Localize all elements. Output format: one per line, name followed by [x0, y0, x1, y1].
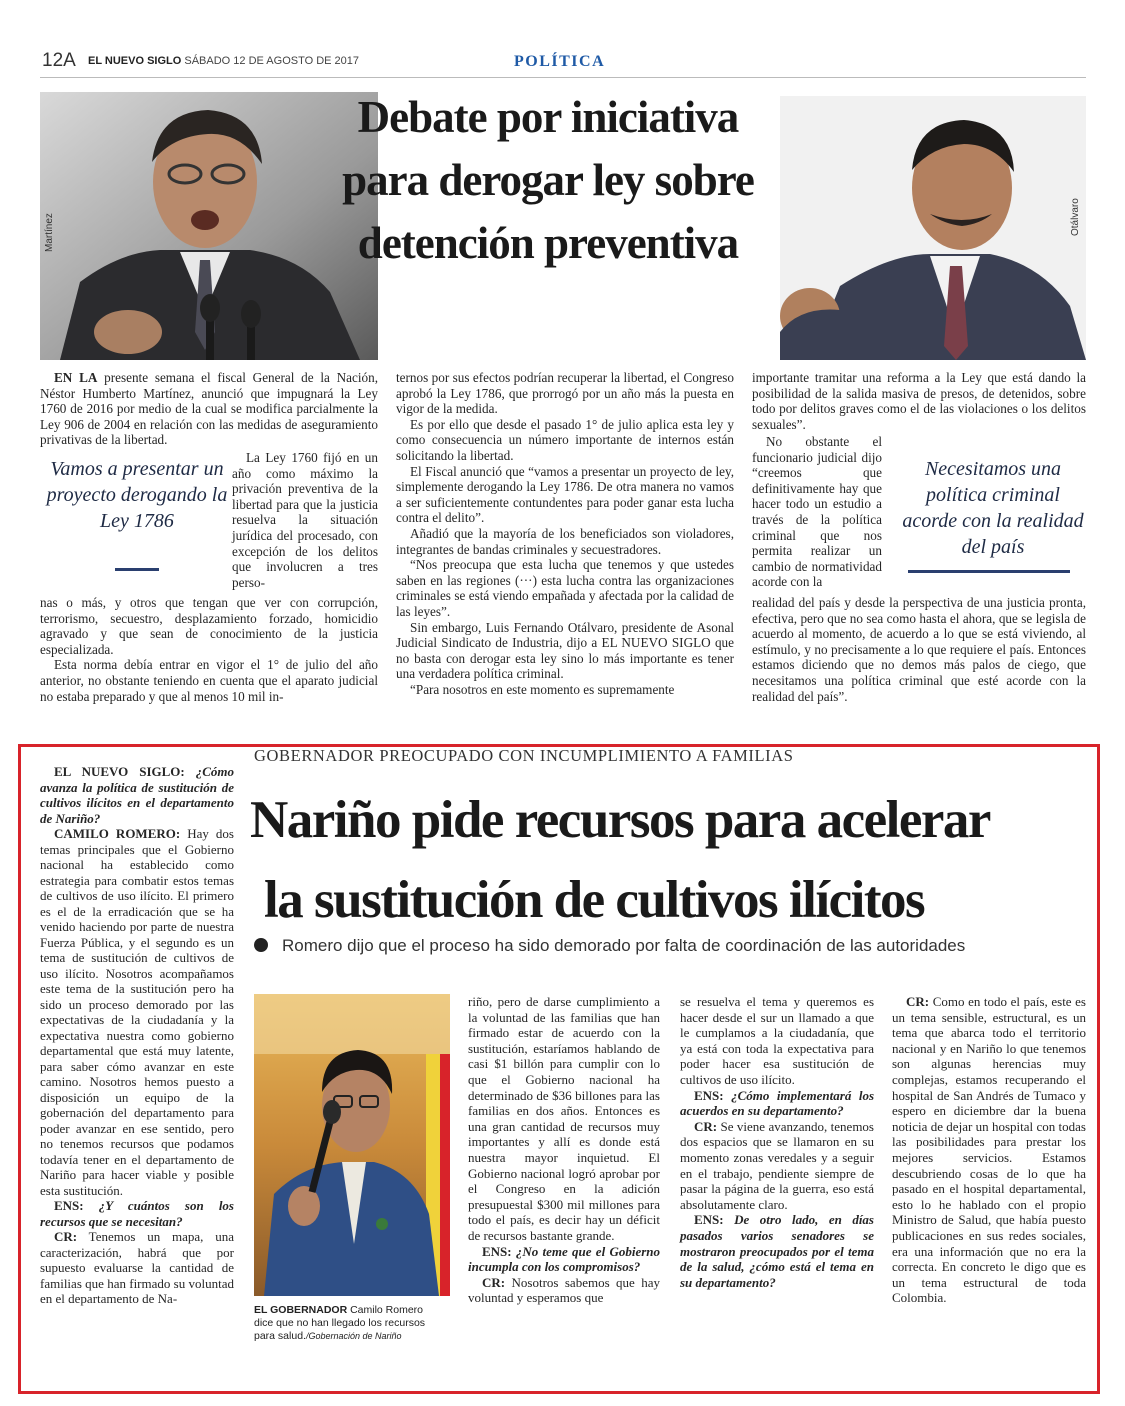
pullquote-left-rule — [115, 568, 159, 571]
qa-q2-tag: ENS: — [54, 1198, 84, 1213]
bullet-icon — [254, 938, 268, 952]
photo-label-martinez: Martínez — [44, 213, 55, 252]
qa-a1-tag: CAMILO ROMERO: — [54, 826, 181, 841]
top-col1-para1-text: presente semana el fiscal General de la Nación, Néstor Humberto Martínez, anunció que impugnará la Ley 1760 de 2016 por medio de la cual se modifica parcialmente la Ley 906 de 2004 en relación con las medidas de aseguramiento privativas de la libertad. — [40, 370, 378, 448]
qa-question-1 — [40, 764, 234, 826]
boxed-headline-line2: la sustitución de cultivos ilícitos — [264, 871, 925, 929]
col3-q2-tag: ENS: — [694, 1212, 724, 1228]
top-col2-para5: “Nos preocupa que esta lucha que tenemos y que ustedes saben en las regiones (···) esta lucha contra las organizaciones criminales se está viendo empañada y afectada por la calidad de las leyes”. — [396, 557, 734, 619]
top-col2-para1: ternos por sus efectos podrían recuperar la libertad, el Congreso aprobó la Ley 1786, que prorrogó por un año más la puesta en vigor de la medida. — [396, 370, 734, 417]
boxed-headline-line1: Nariño pide recursos para acelerar — [250, 791, 990, 849]
col4-answer — [892, 994, 1086, 1306]
col2-answer — [468, 1275, 660, 1306]
top-col3-para1: importante tramitar una reforma a la Ley que está dando la posibilidad de la salida masiva de presos, de detenidos, sobre todo por delitos graves como el de las violaciones o los delitos sexuales”. — [752, 370, 1086, 432]
qa-answer-1 — [40, 826, 234, 1198]
caption-lead: EL GOBERNADOR — [254, 1304, 348, 1316]
qa-a1-text: Hay dos temas principales que el Gobierno nacional ha establecido como estrategia para combatir estos temas de cultivos de uso ilícito. El primero es el de la erradicación que se ha venido haciendo por parte de nuestra Fuerza Pública, y el segundo es un tema de sustitución de cultivos de uso ilícito. Nosotros acompañamos este tema de la sustitución pero ha sido un proceso demorado por las expectativas de la ciudadanía y la expectativa nuestra como gobierno departamental que está muy latente, para saber cómo avanzar en este camino. Nosotros hemos puesto a disposición un equipo de la gobernación del departamento para poder avanzar en ese sentido, pero no tenemos recursos que podamos todavía tener en el departamento de Nariño para hacer viable y posible esta sustitución. — [40, 826, 234, 1198]
col2-a-tag: CR: — [482, 1274, 506, 1290]
top-col1-lead: EN LA — [54, 370, 98, 385]
boxed-story-kicker: GOBERNADOR PREOCUPADO CON INCUMPLIMIENTO A FAMILIAS — [254, 746, 794, 765]
top-column-3-lower — [752, 595, 1086, 704]
pullquote-right: Necesitamos una política criminal acorde con la realidad del país — [902, 458, 1084, 558]
photo-camilo-romero — [254, 994, 450, 1296]
top-col1-para3: Esta norma debía entrar en vigor el 1° de julio del año anterior, no obstante teniendo en cuenta que el aparato judicial no estaba preparado y que al menos 10 mil in- — [40, 657, 378, 704]
boxed-column-2 — [468, 994, 660, 1306]
col3-q2-text: De otro lado, en días pasados varios senadores se mostraron preocupados por el tema de la salud, ¿cómo está el tema en su departamento? — [680, 1212, 874, 1290]
boxed-column-3 — [680, 994, 874, 1290]
col2-a-text: Nosotros sabemos que hay voluntad y esperamos que — [468, 1274, 660, 1306]
col2-q-tag: ENS: — [482, 1243, 512, 1259]
pullquote-left: Vamos a presentar un proyecto derogando la Ley 1786 — [46, 458, 228, 532]
col3-answer-2 — [680, 1119, 874, 1213]
top-col1-para1 — [40, 370, 378, 448]
qa-answer-2 — [40, 1229, 234, 1307]
col2-answer-cont: riño, pero de darse cumplimiento a la voluntad de las familias que han firmado estar de acuerdo con la sustitución, estaríamos hablando de casi $1 billón para cumplir con lo que el Gobierno nacional ha determinado de $36 billones para las familias en dos años. Entonces es una gran cantidad de recursos muy importantes y allí es donde está nuestra mayor inquietud. El Gobierno nacional logró aprobar por el Congreso en la adición presupuestal $300 mil millones para todo el país, es decir hay un déficit de recursos bastante grande. — [468, 994, 660, 1243]
qa-q2-text: ¿Y cuántos son los recursos que se necesitan? — [40, 1198, 234, 1229]
top-col2-para2: Es por ello que desde el pasado 1° de julio aplica esta ley y como consecuencia un número importante de internos están solicitando la libertad. — [396, 416, 734, 463]
qa-a2-tag: CR: — [54, 1229, 78, 1244]
pullquote-right-rule — [908, 570, 1070, 573]
photo-otalvaro — [780, 96, 1086, 360]
col4-a-tag: CR: — [906, 994, 930, 1009]
top-col1-para2: nas o más, y otros que tengan que ver con corrupción, terrorismo, secuestro, desplazamiento forzado, homicidio agravado y que sean de conocimiento de la justicia especializada. — [40, 595, 378, 657]
caption-text: Camilo Romero dice que no han llegado los recursos para salud. — [254, 1304, 426, 1342]
paper-name — [88, 55, 359, 67]
col3-q1-tag: ENS: — [694, 1087, 724, 1103]
page-header — [40, 48, 1086, 78]
top-column-1-lower — [40, 595, 378, 704]
top-column-3 — [752, 370, 1086, 432]
top-col3-wrap-text: No obstante el funcionario judicial dijo “creemos que definitivamente hay que hacer todo un estudio a través de la política criminal que nos permita realizar un cambio de normatividad acorde con la — [752, 434, 882, 590]
col2-q-text: ¿No teme que el Gobierno incumpla con los compromisos? — [468, 1243, 660, 1275]
col4-a-text: Como en todo el país, este es un tema sensible, estructural, es un tema que abarca todo el territorio nacional y en Nariño lo que tenemos son algunas herencias muy complejas, estamos recuperando el hospital de San Andrés de Tumaco y espero en diciembre dar la buena noticia de dejar un hospital con todas las posibilidades para prestar los mejores servicios. Estamos descubriendo cosas de lo que ha pasado en el hospital departamental, esto lo he hablado con el propio Ministro de Salud, que había puesto publicaciones en sus redes sociales, era una información que no era la correcta. En concreto le digo que es un tema estructural de toda Colombia. — [892, 994, 1086, 1306]
col3-a2-tag: CR: — [694, 1118, 718, 1134]
col3-question-2 — [680, 1212, 874, 1290]
top-column-1 — [40, 370, 378, 448]
qa-q1-text: ¿Cómo avanza la política de sustitución de cultivos ilícitos en el departamento de Nariño? — [40, 764, 234, 826]
top-headline: Debate por iniciativa para derogar ley sobre detención preventiva — [342, 92, 754, 268]
photo-label-otalvaro: Otálvaro — [1070, 198, 1081, 236]
top-col1-wrap-text: La Ley 1760 fijó en un año como máximo la privación preventiva de la libertad para que la justicia resuelva la situación jurídica del procesado, con excepción de los delitos que involucren a tres perso- — [232, 450, 378, 590]
qa-question-2 — [40, 1198, 234, 1229]
col3-question-1 — [680, 1088, 874, 1119]
qa-q1-tag: EL NUEVO SIGLO: — [54, 764, 185, 779]
boxed-story-subheadline — [254, 936, 965, 956]
top-col2-para6: Sin embargo, Luis Fernando Otálvaro, presidente de Asonal Judicial Sindicato de Industria, dijo a EL NUEVO SIGLO que no basta con derogar esta ley sino lo más importante es tener una verdadera política criminal. — [396, 619, 734, 682]
boxed-story-headline — [250, 780, 1070, 940]
caption-credit: /Gobernación de Nariño — [305, 1331, 402, 1341]
qa-a2-text: Tenemos un mapa, una caracterización, habrá que por supuesto evaluarse la cantidad de familias que han firmado su voluntad en el departamento de Na- — [40, 1229, 234, 1306]
paper-title: EL NUEVO SIGLO — [88, 55, 182, 67]
col2-question — [468, 1244, 660, 1275]
section-title: POLÍTICA — [514, 53, 606, 70]
top-column-2 — [396, 370, 734, 697]
col3-a2-text: Se viene avanzando, tenemos dos espacios que se llamaron en su momento zonas veredales y a seguir en el trabajo, pendiente siempre de pasar la página de la guerra, eso está absolutamente claro. — [680, 1118, 874, 1212]
top-col3-para2: realidad del país y desde la perspectiva de una justicia pronta, efectiva, pero que no sea como hasta el ahora, que se legisla de acuerdo al momento, de acuerdo a lo que se está viviendo, al estímulo, y no precisamente a lo que requiere el país. Entonces estamos diciendo que no demos más palos de ciego, que necesitamos una política criminal que esté acorde con la realidad del país”. — [752, 595, 1086, 704]
top-col2-para3: El Fiscal anunció que “vamos a presentar un proyecto de ley, simplemente derogando la Ley 1786. De otra manera no vamos a ser suficientemente contundentes para poder ganar esta lucha contra el delito”. — [396, 463, 734, 526]
page-number: 12A — [42, 50, 76, 71]
col3-answer-cont: se resuelva el tema y queremos es hacer desde el sur un llamado a que le cumplamos a la ciudadanía, que ya está con toda la expectativa para poder hacer esa sustitución de cultivos de uso ilícito. — [680, 994, 874, 1087]
boxed-column-1 — [40, 764, 234, 1307]
col3-q1-text: ¿Cómo implementará los acuerdos en su departamento? — [680, 1087, 874, 1119]
photo-caption — [254, 1304, 444, 1343]
issue-date: SÁBADO 12 DE AGOSTO DE 2017 — [184, 55, 360, 67]
top-col2-para7: “Para nosotros en este momento es supremamente — [410, 681, 675, 697]
top-col2-para4: Añadió que la mayoría de los beneficiados son violadores, integrantes de bandas criminales y secuestradores. — [396, 525, 734, 557]
subheadline-text: Romero dijo que el proceso ha sido demorado por falta de coordinación de las autoridades — [282, 936, 966, 955]
boxed-column-4 — [892, 994, 1086, 1306]
